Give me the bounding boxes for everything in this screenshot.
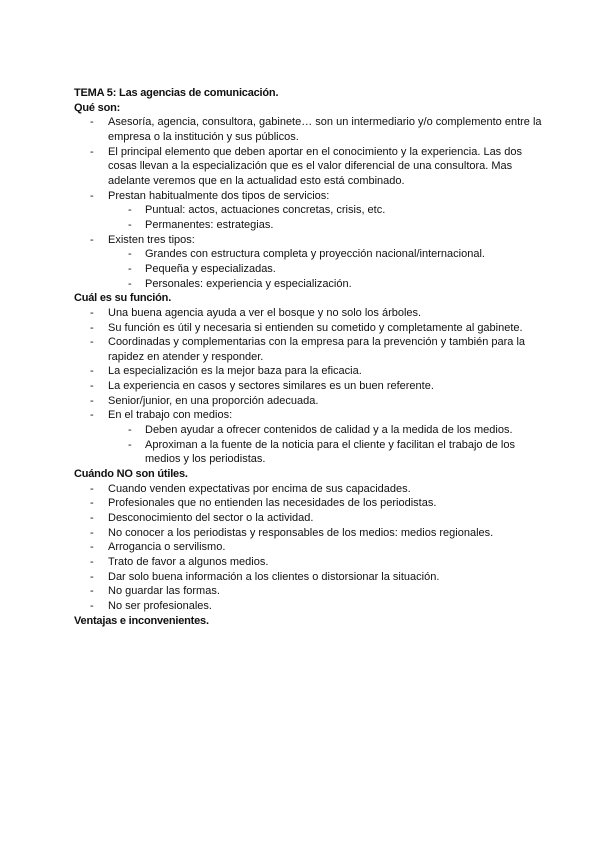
document-title: TEMA 5: Las agencias de comunicación. — [74, 87, 279, 99]
list-item: - Senior/junior, en una proporción adecuada. — [74, 394, 544, 409]
sub-list-item: - Grandes con estructura completa y proyección nacional/internacional. — [74, 247, 544, 262]
bullet-list — [74, 306, 544, 467]
list-item: - La especialización es la mejor baza para la eficacia. — [74, 364, 544, 379]
sub-list-item: - Aproximan a la fuente de la noticia para el cliente y facilitan el trabajo de los medios y los periodistas. — [74, 438, 544, 467]
document-page — [74, 86, 544, 628]
sections — [74, 101, 544, 629]
list-item: - Coordinadas y complementarias con la empresa para la prevención y también para la rapidez en atender y responder. — [74, 335, 544, 364]
section-heading: Cuándo NO son útiles. — [74, 468, 188, 481]
list-item: - Prestan habitualmente dos tipos de servicios: — [74, 189, 544, 204]
list-item: - No ser profesionales. — [74, 599, 544, 614]
list-item: - Trato de favor a algunos medios. — [74, 555, 544, 570]
list-item: - Cuando venden expectativas por encima de sus capacidades. — [74, 482, 544, 497]
sub-list-item: - Pequeña y especializadas. — [74, 262, 544, 277]
list-item: - Su función es útil y necesaria si entienden su cometido y completamente al gabinete. — [74, 321, 544, 336]
list-item: - Arrogancia o servilismo. — [74, 540, 544, 555]
list-item: - Existen tres tipos: — [74, 233, 544, 248]
list-item: - Dar solo buena información a los clientes o distorsionar la situación. — [74, 570, 544, 585]
section-heading: Cuál es su función. — [74, 292, 172, 305]
list-item: - No conocer a los periodistas y responsables de los medios: medios regionales. — [74, 526, 544, 541]
list-item: - La experiencia en casos y sectores similares es un buen referente. — [74, 379, 544, 394]
section-heading: Qué son: — [74, 101, 121, 114]
sub-list-item: - Puntual: actos, actuaciones concretas, crisis, etc. — [74, 203, 544, 218]
list-item: - En el trabajo con medios: — [74, 408, 544, 423]
bullet-list — [74, 482, 544, 614]
list-item: - Desconocimiento del sector o la actividad. — [74, 511, 544, 526]
list-item: - El principal elemento que deben aportar en el conocimiento y la experiencia. Las dos cosas llevan a la especialización que es el valor diferencial de una consultora. Mas adelante veremos que en la actualidad esto está combinado. — [74, 145, 544, 189]
sub-list-item: - Personales: experiencia y especialización. — [74, 277, 544, 292]
sub-list-item: - Permanentes: estrategias. — [74, 218, 544, 233]
list-item: - Una buena agencia ayuda a ver el bosque y no solo los árboles. — [74, 306, 544, 321]
section-heading: Ventajas e inconvenientes. — [74, 614, 209, 627]
list-item: - Profesionales que no entienden las necesidades de los periodistas. — [74, 496, 544, 511]
bullet-list — [74, 115, 544, 291]
list-item: - No guardar las formas. — [74, 584, 544, 599]
sub-list-item: - Deben ayudar a ofrecer contenidos de calidad y a la medida de los medios. — [74, 423, 544, 438]
list-item: - Asesoría, agencia, consultora, gabinete… son un intermediario y/o complemento entre la empresa o la institución y sus públicos. — [74, 115, 544, 144]
